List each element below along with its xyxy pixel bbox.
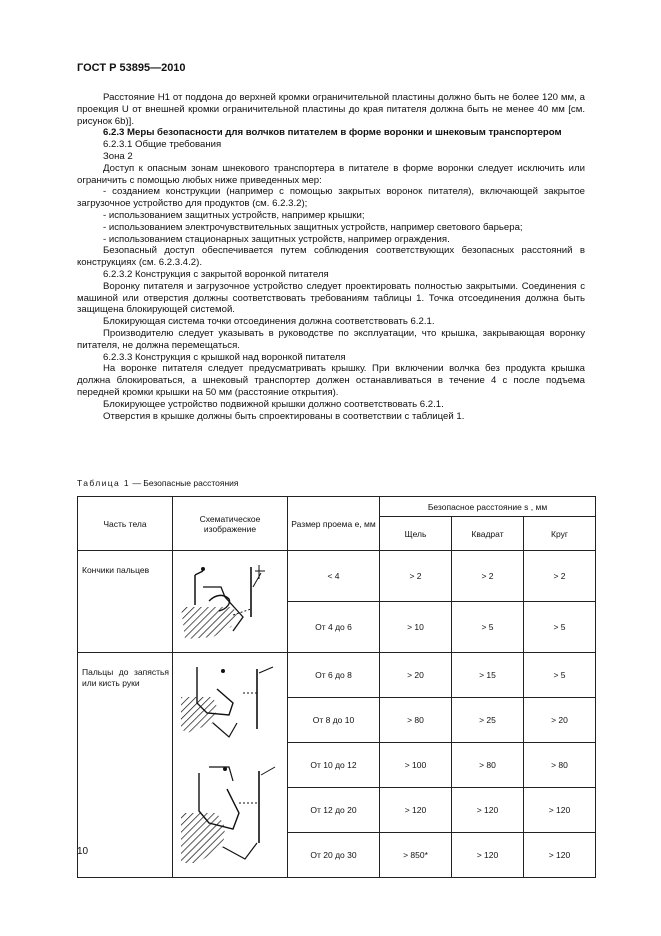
opening-cell: От 6 до 8 bbox=[288, 653, 380, 698]
opening-cell: От 12 до 20 bbox=[288, 788, 380, 833]
slot-cell: > 20 bbox=[380, 653, 452, 698]
subsection-heading: 6.2.3.2 Конструкция с закрытой воронкой питателя bbox=[103, 268, 329, 280]
subsection-heading: 6.2.3.1 Общие требования bbox=[103, 139, 222, 151]
fingertip-sketch-icon bbox=[173, 557, 285, 647]
square-cell: > 120 bbox=[452, 833, 524, 878]
opening-cell: < 4 bbox=[288, 551, 380, 602]
paragraph: Зона 2 bbox=[103, 150, 133, 162]
part-cell: Пальцы до запястья или кисть руки bbox=[78, 653, 173, 878]
circle-cell: > 2 bbox=[524, 551, 596, 602]
paragraph: На воронке питателя следует предусматривать крышку. При включении волчка без продукта крышка должна блокироваться, а шнековый транспортер должен останавливаться в течение 4 с после подъема передней кромки крышки на 50 мм (расстояние открытия). bbox=[77, 363, 585, 398]
circle-cell: > 5 bbox=[524, 653, 596, 698]
slot-cell: > 850* bbox=[380, 833, 452, 878]
part-cell: Кончики пальцев bbox=[78, 551, 173, 653]
header-sketch: Схематическое изображение bbox=[173, 497, 288, 551]
finger-hand-sketch-icon bbox=[173, 663, 285, 867]
slot-cell: > 2 bbox=[380, 551, 452, 602]
paragraph: Блокирующее устройство подвижной крышки должно соответствовать 6.2.1. bbox=[103, 398, 444, 410]
slot-cell: > 80 bbox=[380, 698, 452, 743]
table-caption bbox=[77, 478, 239, 488]
header-opening: Размер проема е, мм bbox=[288, 497, 380, 551]
opening-cell: От 10 до 12 bbox=[288, 743, 380, 788]
header-slot: Щель bbox=[380, 517, 452, 551]
list-item: - использованием защитных устройств, например крышки; bbox=[103, 209, 365, 221]
square-cell: > 25 bbox=[452, 698, 524, 743]
square-cell: > 80 bbox=[452, 743, 524, 788]
list-item: - использованием электрочувствительных защитных устройств, например светового барьера; bbox=[103, 221, 523, 233]
circle-cell: > 80 bbox=[524, 743, 596, 788]
circle-cell: > 5 bbox=[524, 602, 596, 653]
header-circle: Круг bbox=[524, 517, 596, 551]
paragraph: Доступ к опасным зонам шнекового транспортера в питателе в форме воронки следует исключить или ограничить с помощью любых ниже приведенных мер: bbox=[77, 162, 585, 186]
paragraph: Воронку питателя и загрузочное устройство следует проектировать полностью закрытыми. Соединения с машиной или отверстия должны соответствовать требованиям таблицы 1. Точка отсоединения должна быть защищена блокирующей системой. bbox=[77, 280, 585, 316]
slot-cell: > 100 bbox=[380, 743, 452, 788]
list-item: - использованием стационарных защитных устройств, например ограждения. bbox=[103, 233, 450, 245]
slot-cell: > 10 bbox=[380, 602, 452, 653]
fingertip-diagram bbox=[173, 551, 288, 653]
subsection-heading: 6.2.3.3 Конструкция с крышкой над воронкой питателя bbox=[103, 351, 346, 363]
paragraph: Отверстия в крышке должны быть спроектированы в соответствии с таблицей 1. bbox=[103, 410, 465, 422]
header-safe-distance: Безопасное расстояние s , мм bbox=[380, 497, 596, 517]
table-caption-prefix: Таблица 1 bbox=[77, 478, 131, 488]
paragraph: Расстояние H1 от поддона до верхней кромки ограничительной пластины должно быть не более 120 мм, а проекция U от внешней кромки ограничительной пластины до края питателя должна быть не менее 40 мм [см. рисунок 6b)]. bbox=[77, 92, 585, 127]
circle-cell: > 120 bbox=[524, 788, 596, 833]
opening-cell: От 8 до 10 bbox=[288, 698, 380, 743]
slot-cell: > 120 bbox=[380, 788, 452, 833]
square-cell: > 5 bbox=[452, 602, 524, 653]
safety-distance-table bbox=[77, 496, 596, 878]
square-cell: > 120 bbox=[452, 788, 524, 833]
paragraph: Безопасный доступ обеспечивается путем соблюдения соответствующих безопасных расстояний в конструкциях (см. 6.2.3.4.2). bbox=[77, 245, 585, 269]
table-row bbox=[78, 551, 596, 602]
body-text bbox=[77, 92, 585, 422]
circle-cell: > 20 bbox=[524, 698, 596, 743]
opening-cell: От 20 до 30 bbox=[288, 833, 380, 878]
square-cell: > 2 bbox=[452, 551, 524, 602]
circle-cell: > 120 bbox=[524, 833, 596, 878]
section-heading: 6.2.3 Меры безопасности для волчков питателем в форме воронки и шнековым транспортером bbox=[103, 127, 562, 139]
header-square: Квадрат bbox=[452, 517, 524, 551]
table-caption-text: — Безопасные расстояния bbox=[130, 478, 239, 488]
header-part: Часть тела bbox=[78, 497, 173, 551]
list-item: - созданием конструкции (например с помощью закрытых воронок питателя), включающей закрытое загрузочное устройство для продуктов (см. 6.2.3.2); bbox=[77, 186, 585, 210]
opening-cell: От 4 до 6 bbox=[288, 602, 380, 653]
page-number: 10 bbox=[77, 846, 89, 857]
table-row bbox=[78, 653, 596, 698]
document-header: ГОСТ Р 53895—2010 bbox=[77, 62, 186, 74]
paragraph: Производителю следует указывать в руководстве по эксплуатации, что крышка, закрывающая воронку питателя, не должна перемещаться. bbox=[77, 327, 585, 351]
square-cell: > 15 bbox=[452, 653, 524, 698]
paragraph: Блокирующая система точки отсоединения должна соответствовать 6.2.1. bbox=[103, 316, 435, 328]
finger-hand-diagram bbox=[173, 653, 288, 878]
